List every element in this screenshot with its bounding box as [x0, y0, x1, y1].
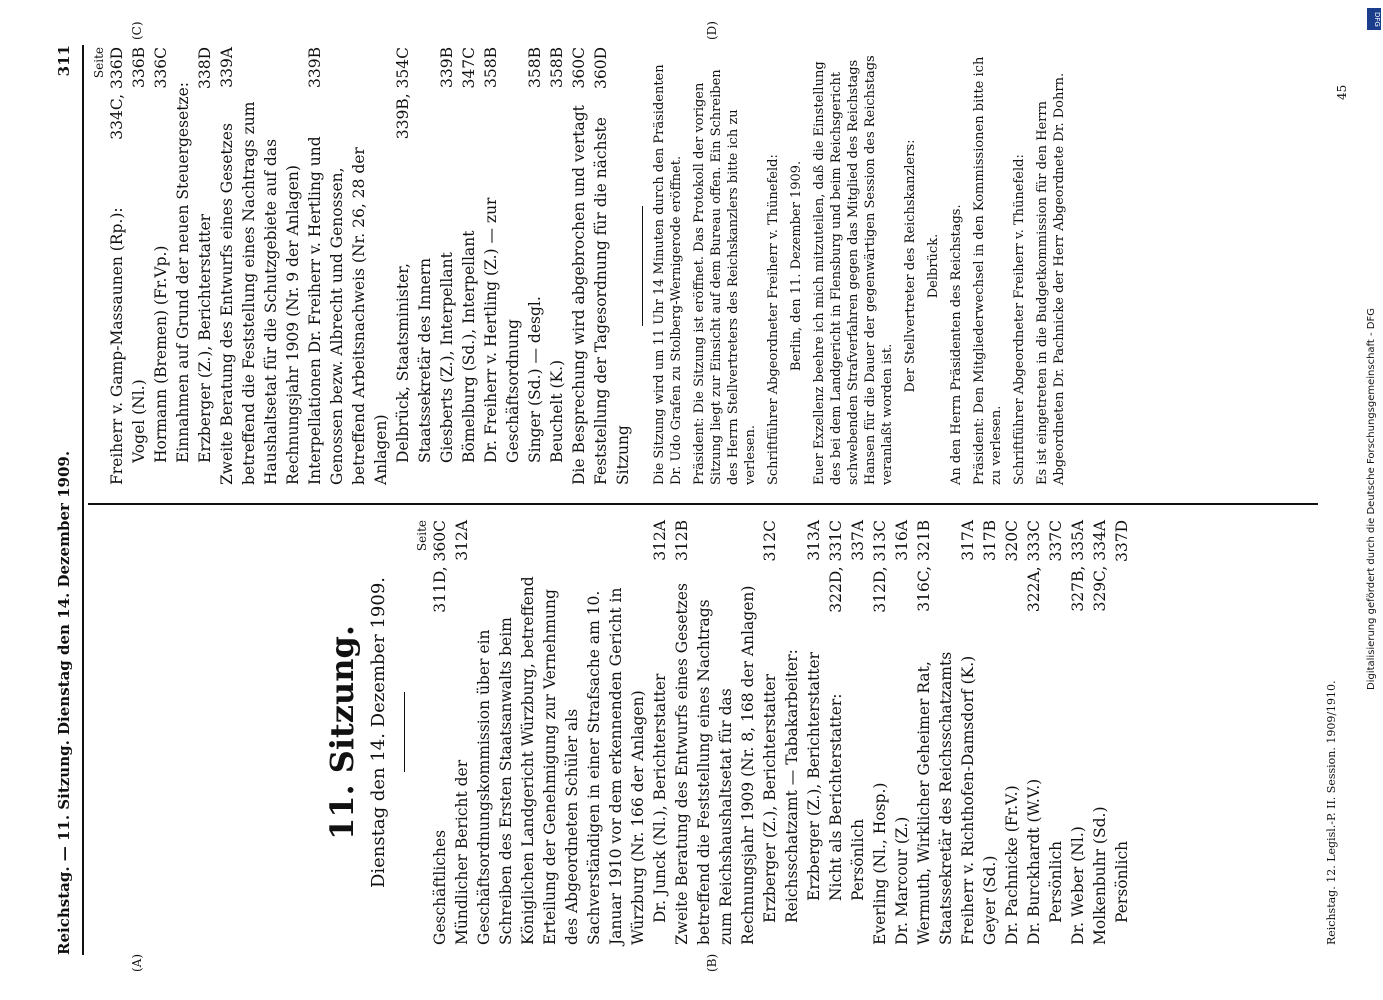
footer-signature: Reichstag. 12. Legisl.-P. II. Session. 1909/1910.: [1325, 680, 1338, 945]
toc-left-entry-ref: 337D: [1113, 520, 1131, 563]
agenda-rule: [642, 206, 643, 326]
toc-right-entry-ref: 334C, 336D: [108, 47, 126, 140]
title-rule: [404, 693, 405, 773]
dfg-logo: DFG: [1367, 8, 1381, 30]
toc-right-entry-text: Erzberger (Z.), Berichterstatter: [196, 213, 214, 463]
toc-right-entry: [106, 47, 128, 485]
body-paragraph: Der Stellvertreter des Reichskanzlers:: [903, 139, 918, 393]
toc-left-entry-ref: 312C: [761, 520, 779, 562]
margin-mark-a: (A): [130, 953, 144, 972]
toc-left-entry-text: Geschäftliches: [431, 829, 449, 945]
toc-left-entry: [869, 520, 891, 945]
toc-right-entry: [216, 47, 304, 485]
toc-left-entry: [1023, 520, 1045, 945]
toc-right-entry-ref: 339B, 354C: [394, 47, 412, 140]
toc-left-entry: [649, 520, 671, 945]
toc-right-entry: [150, 47, 172, 485]
toc-right-entry-ref: 338D: [196, 47, 214, 90]
body-paragraph: Präsident: Die Sitzung ist eröffnet. Das Protokoll der vorigen Sitzung liegt zur Einsicht auf dem Bureau offen. Ein Schreiben des Herrn Stellvertreters des Reichskanzlers bitte ich zu verlesen.: [692, 69, 758, 485]
body-paragraph: Schriftführer Abgeordneter Freiherr v. Thünefeld:: [1012, 154, 1027, 485]
toc-right-entry-ref: [172, 47, 194, 55]
toc-left-entry-ref: 337C: [1047, 520, 1065, 562]
toc-right-entry: [172, 47, 194, 485]
toc-left-entry-text: Dr. Pachnicke (Fr.V.): [1003, 785, 1021, 945]
session-title: 11. Sitzung.: [323, 624, 361, 841]
toc-left-entry-ref: 317B: [981, 520, 999, 561]
running-head-title: Reichstag. — 11. Sitzung. Dienstag den 14. Dezember 1909.: [55, 450, 73, 955]
body-paragraph: An den Herrn Präsidenten des Reichstags.: [949, 204, 964, 485]
toc-left-entry: [891, 520, 913, 945]
toc-left-entry-text: Mündlicher Bericht der Geschäftsordnungskommission über ein Schreiben des Ersten Staatsanwalts beim Königlichen Landgericht Würzburg, betreffend Erteilung der Genehmigung zur Vernehmung des Abgeordneten Schüler als Sachverständigen in einer Strafsache am 10. Januar 1910 vor dem erkennenden Gericht in Würzburg (Nr. 166 der Anlagen): [453, 576, 647, 945]
toc-right-entry-text: Singer (Sd.) — desgl.: [526, 296, 544, 463]
body-paragraph: Delbrück.: [926, 233, 941, 299]
toc-right-entry: [392, 47, 436, 485]
toc-left-entry-text: Persönlich: [1113, 840, 1131, 923]
toc-right-entry-text: Interpellationen Dr. Freiherr v. Hertling und Genossen bezw. Albrecht und Genossen, betreffend Arbeitsnachweis (Nr. 26, 28 der Anlagen): [306, 136, 390, 485]
credit-text: Digitalisierung gefördert durch die Deutsche Forschungsgemeinschaft - DFG: [1366, 308, 1377, 691]
toc-left-entry-ref: 311D, 360C: [431, 520, 449, 613]
toc-right-entry: [524, 47, 546, 485]
toc-left-entry-text: Everling (Nl., Hosp.): [871, 782, 889, 945]
margin-mark-c: (C): [130, 21, 144, 40]
toc-left-entry: [451, 520, 649, 945]
toc-right-entry-ref: 347C: [460, 47, 478, 89]
toc-left-entry-text: Dr. Weber (Nl.): [1069, 826, 1087, 945]
right-column: [92, 47, 1068, 485]
toc-left-entry-text: Freiherr v. Richthofen-Damsdorf (K.): [959, 655, 977, 945]
left-column: [92, 520, 1133, 945]
toc-left-entry-text: Dr. Marcour (Z.): [893, 816, 911, 945]
left-entries: [429, 520, 1133, 945]
toc-left-entry: [825, 520, 847, 945]
toc-right-entry-ref: 336B: [130, 47, 148, 88]
toc-right-entry: [436, 47, 458, 485]
toc-left-entry: [957, 520, 979, 945]
toc-right-entry-ref: 339B: [438, 47, 456, 88]
body-paragraph: Es ist eingetreten in die Budgetkommission für den Herrn Abgeordneten Dr. Pachnicke der Herr Abgeordnete Dr. Dohrn.: [1035, 72, 1067, 485]
toc-right-entry-text: Feststellung der Tagesordnung für die nächste Sitzung: [592, 117, 632, 485]
column-divider: [88, 503, 1318, 505]
credit-strip: [1362, 10, 1380, 990]
toc-left-entry-ref: 316A: [893, 520, 911, 561]
toc-left-entry: [1001, 520, 1023, 945]
toc-right-entry-text: Vogel (Nl.): [130, 379, 148, 463]
toc-right-entry-ref: 360C: [570, 47, 588, 89]
toc-right-entry-text: Zweite Beratung des Entwurfs eines Gesetzes betreffend die Feststellung eines Nachtrags zum Haushaltsetat für die Schutzgebiete auf das Rechnungsjahr 1909 (Nr. 9 der Anlagen): [218, 101, 302, 485]
toc-left-entry-ref: 313A: [805, 520, 823, 561]
toc-right-entry: [480, 47, 524, 485]
toc-right-entry: [458, 47, 480, 485]
toc-right-entry-ref: 339B: [306, 47, 324, 88]
toc-left-entry-ref: 322D, 331C: [827, 520, 845, 613]
toc-left-entry: [429, 520, 451, 945]
toc-left-entry: [1111, 520, 1133, 945]
toc-right-entry-ref: 358B: [548, 47, 566, 88]
toc-left-entry-ref: 317A: [959, 520, 977, 561]
toc-left-entry-ref: 312B: [673, 520, 691, 561]
sheet-signature: 45: [1335, 84, 1349, 100]
margin-mark-d: (D): [705, 21, 719, 40]
toc-left-entry: [671, 520, 759, 945]
toc-left-entry-text: Geyer (Sd.): [981, 855, 999, 945]
toc-left-entry-text: Molkenbuhr (Sd.): [1091, 806, 1109, 945]
toc-left-entry-text: Persönlich: [1047, 840, 1065, 923]
toc-left-entry-text: Dr. Junck (Nl.), Berichterstatter: [651, 673, 669, 923]
body-paragraph: Schriftführer Abgeordneter Freiherr v. Thünefeld:: [766, 154, 781, 485]
toc-left-entry-text: Wermuth, Wirklicher Geheimer Rat, Staatssekretär des Reichsschatzamts: [915, 651, 955, 945]
toc-right-entry-text: Delbrück, Staatsminister, Staatssekretär des Innern: [394, 257, 434, 463]
toc-left-entry-text: Erzberger (Z.), Berichterstatter: [761, 673, 779, 923]
toc-left-entry-ref: 320C: [1003, 520, 1021, 562]
toc-right-entry-text: Bömelburg (Sd.), Interpellant: [460, 230, 478, 463]
toc-left-entry-ref: 316C, 321B: [915, 520, 933, 612]
toc-left-entry: [759, 520, 781, 945]
seite-label: Seite: [415, 520, 429, 552]
page-number: 311: [55, 45, 73, 77]
session-date: Dienstag den 14. Dezember 1909.: [368, 576, 389, 889]
toc-left-entry: [1045, 520, 1067, 945]
body-paragraph: Präsident: Den Mitgliederwechsel in den Kommissionen bitte ich zu verlesen.: [972, 56, 1004, 485]
toc-left-entry-ref: 312A: [651, 520, 669, 561]
toc-right-entry-text: Beuchelt (K.): [548, 359, 566, 463]
toc-right-entry: [546, 47, 568, 485]
body-paragraph: Die Sitzung wird um 11 Uhr 14 Minuten durch den Präsidenten Dr. Udo Grafen zu Stolberg-Wernigerode eröffnet.: [652, 64, 684, 485]
seite-label-right: Seite: [92, 47, 106, 79]
toc-right-entry-text: Einnahmen auf Grund der neuen Steuergesetze:: [174, 82, 192, 463]
toc-right-entry-text: Die Besprechung wird abgebrochen und vertagt: [570, 105, 588, 485]
toc-left-entry-text: Nicht als Berichterstatter:: [827, 693, 845, 901]
toc-left-entry-ref: [781, 520, 803, 528]
toc-right-entry-ref: 336C: [152, 47, 170, 89]
toc-left-entry-text: Reichsschatzamt — Tabakarbeiter:: [783, 649, 801, 923]
toc-left-entry: [1067, 520, 1089, 945]
toc-left-entry-ref: 322A, 333C: [1025, 520, 1043, 613]
toc-left-entry: [803, 520, 825, 945]
toc-left-entry-ref: 312D, 313C: [871, 520, 889, 613]
toc-right-entry: [194, 47, 216, 485]
body-paragraph: Euer Exzellenz beehre ich mich mitzuteilen, daß die Einstellung des bei dem Landgericht in Flensburg und beim Reichsgericht schwebenden Strafverfahren gegen das Mitglied des Reichstags Hansen für die Dauer der gegenwärtigen Session des Reichstags veranlaßt worden ist.: [812, 55, 895, 485]
toc-left-entry-ref: 312A: [453, 520, 471, 561]
toc-left-entry: [1089, 520, 1111, 945]
toc-left-entry-ref: 337A: [849, 520, 867, 561]
toc-left-entry: [979, 520, 1001, 945]
toc-left-entry-ref: 329C, 334A: [1091, 520, 1109, 612]
header-rule: [82, 45, 84, 955]
toc-right-entry: [568, 47, 590, 485]
toc-right-entry: [590, 47, 634, 485]
toc-left-entry: [781, 520, 803, 945]
toc-left-entry-text: Zweite Beratung des Entwurfs eines Gesetzes betreffend die Feststellung eines Nachtrags zum Reichshaushaltsetat für das Rechnungsjahr 1909 (Nr. 8, 168 der Anlagen): [673, 583, 757, 945]
right-entries: [106, 47, 634, 485]
toc-left-entry: [913, 520, 957, 945]
toc-right-entry-ref: 358B: [482, 47, 500, 88]
body-paragraph: Berlin, den 11. Dezember 1909.: [789, 160, 804, 372]
toc-right-entry-ref: 358B: [526, 47, 544, 88]
toc-right-entry-text: Freiherr v. Gamp-Massaunen (Rp.):: [108, 207, 126, 485]
toc-right-entry-text: Giesberts (Z.), Interpellant: [438, 252, 456, 463]
right-body: [651, 47, 1068, 485]
toc-left-entry-text: Dr. Burckhardt (W.V.): [1025, 778, 1043, 945]
toc-right-entry-ref: 360D: [592, 47, 610, 90]
toc-left-entry-text: Erzberger (Z.), Berichterstatter: [805, 651, 823, 901]
toc-right-entry-text: Hormann (Bremen) (Fr.Vp.): [152, 245, 170, 463]
toc-right-entry-ref: 339A: [218, 47, 236, 88]
toc-right-entry-text: Dr. Freiherr v. Hertling (Z.) — zur Geschäftsordnung: [482, 197, 522, 463]
running-head: [55, 45, 77, 955]
toc-left-entry-ref: 327B, 335A: [1069, 520, 1087, 612]
toc-left-entry: [847, 520, 869, 945]
toc-right-entry: [128, 47, 150, 485]
toc-left-entry-text: Persönlich: [849, 818, 867, 901]
toc-right-entry: [304, 47, 392, 485]
margin-mark-b: (B): [705, 953, 719, 972]
